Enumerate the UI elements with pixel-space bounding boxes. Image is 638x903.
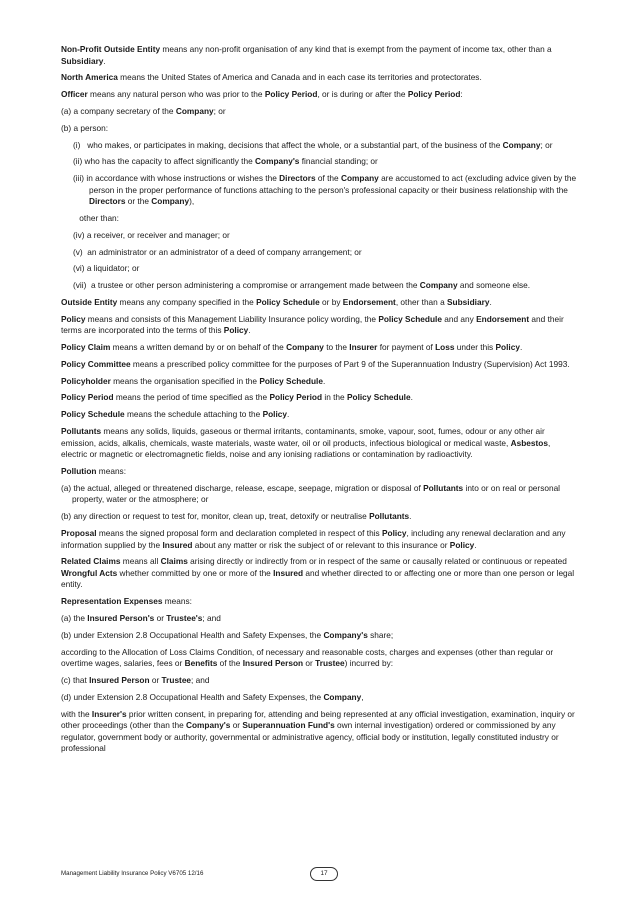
paragraph-text: and someone else. xyxy=(457,280,531,291)
paragraph-text: ; or xyxy=(213,105,226,116)
definition-paragraph xyxy=(61,392,577,404)
paragraph-text: or xyxy=(303,658,316,669)
definition-paragraph xyxy=(61,247,577,259)
defined-term: Outside Entity xyxy=(61,296,118,307)
paragraph-text: own internal investigation) ordered or commissioned by any regulator, government body or authority, governmental or administrative agency, official body or institution, legally constituted industry or professional xyxy=(61,720,559,754)
defined-term: Policy Period xyxy=(264,89,318,100)
paragraph-text: , electric or magnetic or electromagnetic fields, noise and any ionising radiations or contamination by radioactivity. xyxy=(61,437,551,460)
paragraph-text: of the xyxy=(315,173,341,184)
paragraph-text: (iii) in accordance with whose instructions or wishes the xyxy=(73,173,280,184)
paragraph-text: (b) under Extension 2.8 Occupational Health and Safety Expenses, the xyxy=(61,629,324,640)
paragraph-text: other than: xyxy=(77,213,119,224)
definition-paragraph xyxy=(61,359,577,371)
defined-term: Policy xyxy=(382,527,407,538)
defined-term: Policy Committee xyxy=(61,358,131,369)
paragraph-text: into or on real or personal property, water or the atmosphere; or xyxy=(72,482,561,505)
paragraph-text: or xyxy=(154,613,167,624)
paragraph-text: means a prescribed policy committee for the purposes of Part 9 of the Superannuation Industry (Supervision) Act 1993. xyxy=(130,358,570,369)
defined-term: Company's xyxy=(186,720,231,731)
paragraph-text: about any matter or risk the subject of or relevant to this insurance or xyxy=(192,539,450,550)
defined-term: Asbestos xyxy=(510,437,548,448)
paragraph-text: means and consists of this Management Liability Insurance policy wording, the xyxy=(85,313,379,324)
paragraph-text: ; and xyxy=(191,674,210,685)
defined-term: Subsidiary xyxy=(61,55,104,66)
definition-paragraph xyxy=(61,647,577,670)
paragraph-text: prior written consent, in preparing for, attending and being represented at any official investigation, examination, inquiry or other proceedings (other than the xyxy=(61,708,575,731)
definition-paragraph xyxy=(61,466,577,478)
paragraph-text: means any company specified in the xyxy=(117,296,257,307)
paragraph-text: , or is during or after the xyxy=(317,89,408,100)
defined-term: Endorsement xyxy=(342,296,396,307)
defined-term: Pollution xyxy=(61,465,97,476)
page-footer xyxy=(61,867,577,881)
defined-term: Directors xyxy=(89,196,126,207)
paragraph-text: of the xyxy=(217,658,243,669)
definitions-body xyxy=(61,44,577,760)
paragraph-text: share; xyxy=(367,629,394,640)
paragraph-text: (ii) who has the capacity to affect significantly the xyxy=(73,156,256,167)
paragraph-text: means the signed proposal form and declaration completed in respect of this xyxy=(96,527,382,538)
paragraph-text: means: xyxy=(96,465,127,476)
definition-paragraph xyxy=(61,613,577,625)
definition-paragraph xyxy=(61,173,577,208)
definition-paragraph xyxy=(61,409,577,421)
paragraph-text: . xyxy=(248,325,251,336)
defined-term: Insurer's xyxy=(91,708,127,719)
paragraph-text: (d) under Extension 2.8 Occupational Health and Safety Expenses, the xyxy=(61,691,324,702)
paragraph-text: means the period of time specified as the xyxy=(113,392,270,403)
definition-paragraph xyxy=(61,709,577,755)
definition-paragraph xyxy=(61,72,577,84)
defined-term: Policy xyxy=(223,325,249,336)
defined-term: Policy xyxy=(495,342,520,353)
definition-paragraph xyxy=(61,426,577,461)
definition-paragraph xyxy=(61,44,577,67)
paragraph-text: (a) the xyxy=(61,613,88,624)
defined-term: Claims xyxy=(160,556,188,567)
defined-term: Policyholder xyxy=(61,375,111,386)
paragraph-text: or by xyxy=(319,296,343,307)
defined-term: Insured Person xyxy=(242,658,304,669)
paragraph-text: . xyxy=(474,539,477,550)
defined-term: Wrongful Acts xyxy=(61,567,118,578)
definition-paragraph xyxy=(61,342,577,354)
definition-paragraph xyxy=(61,89,577,101)
paragraph-text: or xyxy=(230,720,243,731)
paragraph-text: means all xyxy=(120,556,161,567)
paragraph-text: . xyxy=(103,55,106,66)
definition-paragraph xyxy=(61,156,577,168)
paragraph-text: ; or xyxy=(540,139,553,150)
defined-term: Company's xyxy=(255,156,300,167)
defined-term: Pollutants xyxy=(423,482,464,493)
definition-paragraph xyxy=(61,106,577,118)
defined-term: Trustee xyxy=(161,674,192,685)
paragraph-text: (c) that xyxy=(61,674,90,685)
defined-term: Superannuation Fund's xyxy=(242,720,335,731)
paragraph-text: . xyxy=(410,392,413,403)
defined-term: Policy Period xyxy=(269,392,323,403)
defined-term: Insured xyxy=(162,539,193,550)
paragraph-text: arising directly or indirectly from or in respect of the same or causally related or continuous or repeated xyxy=(187,556,567,567)
paragraph-text: means any solids, liquids, gaseous or thermal irritants, contaminants, smoke, vapour, soot, fumes, odour or any other air emission, acids, alkalis, chemicals, waste materials, waste water, oil or oil products, infectious biological or medical waste, xyxy=(61,426,545,448)
defined-term: Pollutants xyxy=(61,426,102,436)
defined-term: Representation Expenses xyxy=(61,596,163,607)
definition-paragraph xyxy=(61,528,577,551)
defined-term: Policy xyxy=(262,409,288,420)
paragraph-text: . xyxy=(322,375,326,386)
paragraph-text: under this xyxy=(454,342,496,353)
definition-paragraph xyxy=(61,297,577,309)
definition-paragraph xyxy=(61,556,577,591)
defined-term: Company xyxy=(286,342,324,353)
paragraph-text: ) incurred by: xyxy=(344,658,394,669)
paragraph-text: means the organisation specified in the xyxy=(110,375,260,386)
defined-term: Company xyxy=(340,173,379,184)
paragraph-text: (b) any direction or request to test for, monitor, clean up, treat, detoxify or neutralise xyxy=(61,511,370,522)
paragraph-text: means the schedule attaching to the xyxy=(124,409,263,420)
defined-term: Company xyxy=(151,196,190,207)
defined-term: Proposal xyxy=(61,527,97,538)
defined-term: Policy Period xyxy=(407,89,461,100)
defined-term: Endorsement xyxy=(476,313,530,324)
paragraph-text: . xyxy=(489,296,492,307)
defined-term: Policy Schedule xyxy=(256,296,320,307)
definition-paragraph xyxy=(61,692,577,704)
paragraph-text: with the xyxy=(61,708,92,719)
defined-term: Loss xyxy=(435,342,455,353)
defined-term: Policy Schedule xyxy=(61,409,125,420)
defined-term: Officer xyxy=(61,89,88,100)
paragraph-text: (v) an administrator or an administrator of a deed of company arrangement; or xyxy=(73,246,362,257)
paragraph-text: in the xyxy=(322,392,347,403)
paragraph-text: . xyxy=(409,511,412,522)
paragraph-text: to the xyxy=(323,342,350,353)
definition-paragraph xyxy=(61,140,577,152)
defined-term: Trustee xyxy=(315,658,345,669)
paragraph-text: for payment of xyxy=(377,342,436,353)
paragraph-text: , xyxy=(361,691,364,702)
paragraph-text: (vi) a liquidator; or xyxy=(73,263,140,274)
defined-term: Pollutants xyxy=(369,511,410,522)
defined-term: Policy xyxy=(449,539,475,550)
defined-term: Policy Period xyxy=(61,392,114,403)
defined-term: Company xyxy=(419,280,458,291)
paragraph-text: according to the Allocation of Loss Claims Condition, of necessary and reasonable costs, charges and expenses (other than regular or overtime wages, salaries, fees or xyxy=(61,646,554,669)
paragraph-text: means the United States of America and Canada and in each case its territories and protectorates. xyxy=(117,72,482,83)
definition-paragraph xyxy=(61,280,577,292)
definition-paragraph xyxy=(61,213,577,225)
definition-paragraph xyxy=(61,630,577,642)
defined-term: Insured Person xyxy=(89,674,150,685)
paragraph-text: whether committed by one or more of the xyxy=(117,567,274,578)
paragraph-text: ), xyxy=(189,196,195,207)
paragraph-text: and whether directed to or affecting one or more than one person or legal entity. xyxy=(61,567,575,590)
paragraph-text: means any non-profit organisation of any kind that is exempt from the payment of income tax, other than a xyxy=(160,44,552,54)
paragraph-text: or the xyxy=(125,196,152,207)
defined-term: Insurer xyxy=(349,342,378,353)
defined-term: Directors xyxy=(279,173,316,184)
defined-term: Company xyxy=(175,105,214,116)
paragraph-text: or xyxy=(149,674,162,685)
paragraph-text: and their terms are incorporated into the terms of this xyxy=(61,313,564,336)
paragraph-text: (a) a company secretary of the xyxy=(61,105,176,116)
defined-term: Policy xyxy=(61,313,86,324)
defined-term: Company xyxy=(323,691,362,702)
paragraph-text: (a) the actual, alleged or threatened discharge, release, escape, seepage, migration or disposal of xyxy=(61,482,424,493)
defined-term: Insured Person's xyxy=(87,613,155,624)
paragraph-text: (vii) a trustee or other person administering a compromise or arrangement made between the xyxy=(73,280,420,291)
definition-paragraph xyxy=(61,483,577,506)
definition-paragraph xyxy=(61,263,577,275)
definition-paragraph xyxy=(61,314,577,337)
paragraph-text: (i) who makes, or participates in making, decisions that affect the whole, or a substantial part, of the business of the xyxy=(73,139,503,150)
defined-term: Trustee's xyxy=(166,613,203,624)
defined-term: Policy Claim xyxy=(61,342,111,353)
defined-term: Company's xyxy=(323,629,368,640)
paragraph-text: means any natural person who was prior to the xyxy=(87,89,265,100)
definition-paragraph xyxy=(61,511,577,523)
paragraph-text: (iv) a receiver, or receiver and manager; or xyxy=(73,229,230,240)
page-number: 17 xyxy=(310,867,338,881)
defined-term: Company xyxy=(502,139,541,150)
paragraph-text: , other than a xyxy=(395,296,448,307)
paragraph-text: : xyxy=(460,89,463,100)
defined-term: Policy Schedule xyxy=(378,313,442,324)
paragraph-text: means a written demand by or on behalf of the xyxy=(110,342,287,353)
paragraph-text: means: xyxy=(162,596,192,607)
definition-paragraph xyxy=(61,123,577,135)
defined-term: North America xyxy=(61,72,118,83)
definition-paragraph xyxy=(61,596,577,608)
defined-term: Benefits xyxy=(184,658,218,669)
definition-paragraph xyxy=(61,376,577,388)
defined-term: Policy Schedule xyxy=(259,375,323,386)
defined-term: Policy Schedule xyxy=(346,392,411,403)
paragraph-text: are accustomed to act (excluding advice given by the person in the proper performance of functions attaching to the person's professional capacity or their business relationship with the xyxy=(89,173,577,195)
paragraph-text: , including any renewal declaration and any information supplied by the xyxy=(61,527,566,550)
defined-term: Related Claims xyxy=(61,556,121,567)
paragraph-text: . xyxy=(287,409,290,420)
definition-paragraph xyxy=(61,230,577,242)
paragraph-text: . xyxy=(519,342,523,353)
paragraph-text: and any xyxy=(441,313,477,324)
definition-paragraph xyxy=(61,675,577,687)
footer-document-title: Management Liability Insurance Policy V6705 12/16 xyxy=(61,870,204,877)
defined-term: Non-Profit Outside Entity xyxy=(61,44,161,54)
paragraph-text: (b) a person: xyxy=(61,122,109,133)
defined-term: Subsidiary xyxy=(447,296,490,307)
paragraph-text: ; and xyxy=(202,613,221,624)
paragraph-text: financial standing; or xyxy=(299,156,378,167)
defined-term: Insured xyxy=(273,567,304,578)
